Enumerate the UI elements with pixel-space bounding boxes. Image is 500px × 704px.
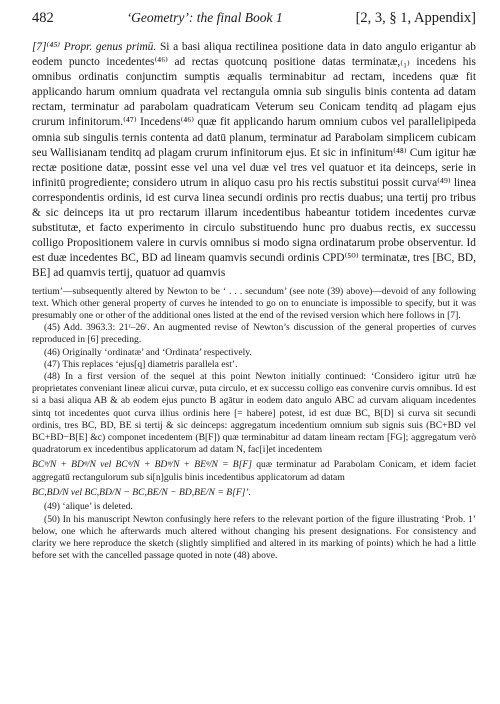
footnote-47: (47) This replaces ‘ejus[q] diametris parallela est’. [44, 358, 238, 370]
footnote-48-formula-1 [32, 458, 476, 484]
footnote-48-formula-2: BC,BD/N vel BC,BD/N − BC,BE/N − BD,BE/N = B[F]’. [32, 487, 252, 499]
footnotes [32, 286, 476, 563]
footnote-46: (46) Originally ‘ordinatæ’ and ‘Ordinata’ respectively. [44, 346, 252, 358]
formula-1-tail: quæ terminatur ad Parabolam Conicam, et idem faciet aggregatū rectangulorum sub si[n]gulis binis incedentibus applicatorum ad datam [32, 459, 477, 484]
main-text [32, 40, 476, 282]
footnote-45: (45) Add. 3963.3: 21ʳ–26ʳ. An augmented revise of Newton’s discussion of the general properties of curves reproduced in [6] preceding. [32, 322, 476, 346]
page-number: 482 [32, 10, 54, 26]
footnote-continuation: tertium’—subsequently altered by Newton to be ‘ . . . secundum’ (see note (39) above)—devoid of any following text. Which other general property of curves he intended to go on to enunciate is impossible to specify, but it was presumably one or other of the additional ones listed at the end of the revised version which here follows in [7]. [32, 285, 476, 321]
paragraph-lead: [7]⁽⁴⁵⁾ Propr. genus primū. [32, 41, 157, 53]
formula-1: BCᵠ/N + BDᵠ/N vel BCᵠ/N + BDᵠ/N + BEᵠ/N = B[F] [32, 459, 252, 471]
footnote-48: (48) In a first version of the sequel at this point Newton initially continued: ‘Considero igitur utrū hæ proprietates conveniant lineæ alicui curvæ, puta circulo, et ex successu colligo eas convenire curvis omnibus. Id est si a basi aliqua AB & ab eodem ejus puncto B agātur in eodem dato angulo ABC ad curvam aliquam incedentes sintq tot incedentes quot curva illius ordinis here [= habere] potest, id est duæ BC, B[D] si curva sit secundi ordinis, tres BC, BD, BE si tertij & sic deinceps: aggregatum incedentium omnium sub signis suis (BC+BD vel BC+BD−B[E] &c) componet incedentem (B[F]) quæ terminabitur ad datam lineam rectam [FG]; aggregatum verò quadratorum ex incedentibus applicatorum ad datam N, fac[i]et incedentem [32, 370, 476, 456]
paragraph-body: Si a basi aliqua rectilinea positione data in dato angulo erigantur ab eodem puncto incedentes⁽⁴⁶⁾ ad rectas quotcunq positione datas terminatæ,₍₁₎ incedens his omnibus ordinatis conjunctim sumptis æqualis terminabitur ad rectam, incedens quæ fit applicando harum omnium quadrata vel rectangula omnia sub singulis binis contenta ad datam rectam, terminatur ad parabolam quadraticam Veterum seu Conicam tenditq ad plagam ejus crurum infinitorum.⁽⁴⁷⁾ Incedens⁽⁴⁶⁾ quæ fit applicando harum omnium cubos vel parallelipipeda omnia sub singulis ternis contenta ad datū planum, terminatur ad Parabolam simplicem cubicam seu Wallisianam tenditq ad plagam crurum infinitorum ejus. Et sic in infinitum⁽⁴⁸⁾ Cum igitur hæ rectæ positione datæ, possint esse vel una vel duæ vel tres vel quatuor et ita deinceps, serie in infinitū progrediente; considero utrum in aliquo casu pro his rectis substitui possit curva⁽⁴⁹⁾ linea correspondentis ordinis, id est curva linea secundi ordinis pro rectis duabus; una tertij pro tribus & sic deinceps ita ut pro rectarum illarum incedentibus habeantur totidem incedentes curvæ substitutæ, et facto experimento in circulo substituendo hunc pro duabus rectis, ex successu colligo Propositionem valere in curvis omnibus si modo signa ordinatarum probe observentur. Id est duæ incedentes BC, BD ad lineam quamvis secundi ordinis CPD⁽⁵⁰⁾ terminatæ, tres [BC, BD, BE] ad quamvis tertij, quatuor ad quamvis [32, 41, 476, 280]
section-reference: [2, 3, § 1, Appendix] [355, 10, 476, 26]
running-title: ‘Geometry’: the final Book 1 [126, 10, 283, 25]
footnote-50: (50) In his manuscript Newton confusingly here refers to the relevant portion of the figure illustrating ‘Prob. 1’ below, one which he afterwards much altered without changing his present designations. For consistency and clarity we here reproduce the sketch (slightly simplified and altered in its marking of points) which he had a little before set with the cancelled passage quoted in note (48) above. [32, 513, 476, 562]
page-header [32, 10, 476, 32]
main-paragraph [32, 40, 476, 282]
footnote-49: (49) ‘alique’ is deleted. [44, 501, 133, 513]
